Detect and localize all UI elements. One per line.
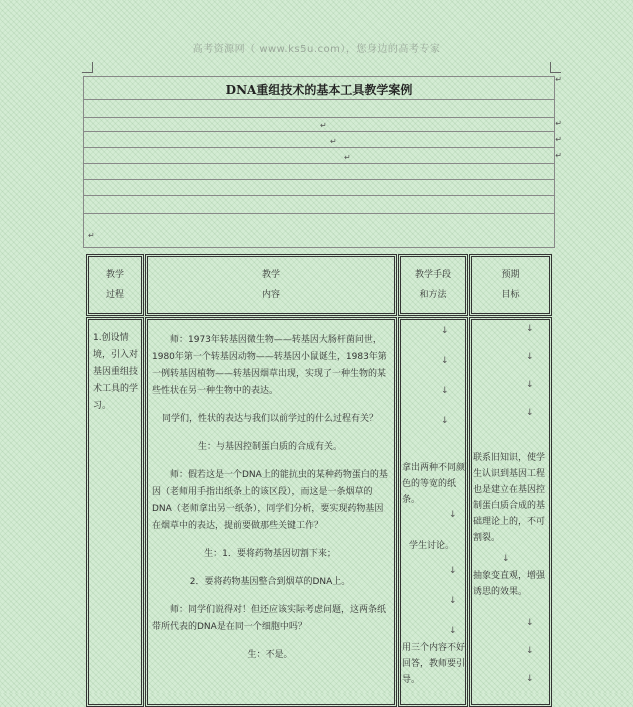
margin-corner-mark [82,62,93,73]
paragraph-mark-icon: ↵ [555,119,562,128]
header-label: 教学手段 [414,270,451,280]
header-cell-process[interactable] [86,254,144,316]
content-cell[interactable] [145,317,397,707]
paragraph-mark-icon: ↓ [449,596,457,606]
paragraph-mark-icon: ↓ [449,626,457,636]
methods-cell[interactable] [398,317,468,707]
paragraph-mark-icon: ↓ [526,674,534,684]
header-label: 教学 [105,270,124,280]
content-paragraph: 师：同学们说得对！但还应该实际考虑问题，这两条纸带所代表的DNA是在同一个细胞中吗？ [152,605,387,632]
paragraph-mark-icon: ↓ [526,352,534,362]
paragraph-mark-icon: ↓ [526,646,534,656]
paragraph-mark-icon: ↵ [330,137,337,146]
paragraph-mark-icon: ↓ [449,510,457,520]
content-paragraph: 师：假若这是一个DNA上的能抗虫的某种药物蛋白的基因（老师用手指出纸条上的该区段），而这是一条烟草的DNA（老师拿出另一纸条），同学们分析，要实现药物基因在烟草中的表达，提前要做那些关键工作？ [152,470,388,531]
header-cell-goals[interactable] [469,254,552,316]
text-line [84,213,554,214]
method-text: 用三个内容不好回答，教师要引导。 [402,643,466,685]
page-header: 高考资源网（ www.ks5u.com），您身边的高考专家 [192,44,441,55]
paragraph-mark-icon: ↓ [526,408,534,418]
paragraph-mark-icon: ↵ [88,231,95,240]
goals-cell[interactable] [469,317,552,707]
header-cell-content[interactable] [145,254,397,316]
content-paragraph: 生：与基因控制蛋白质的合成有关。 [197,442,342,452]
paragraph-mark-icon: ↵ [555,75,562,84]
header-label: 目标 [501,290,520,300]
header-label: 和方法 [419,290,447,300]
paragraph-mark-icon: ↓ [441,386,449,396]
content-paragraph: 师：1973年转基因微生物——转基因大肠杆菌问世，1980年第一个转基因动物——转基因小鼠诞生，1983年第一例转基因植物——转基因烟草出现，实现了一种生物的某些性状在另一种生物中的表达。 [152,335,387,396]
process-text: 1.创设情境，引入对基因重组技术工具的学习。 [93,333,139,411]
text-line [84,179,554,180]
text-line [84,131,554,132]
text-line [84,147,554,148]
paragraph-mark-icon: ↓ [526,380,534,390]
header-cell-methods[interactable] [398,254,468,316]
process-cell[interactable] [86,317,144,707]
content-paragraph: 生：1．要将药物基因切割下来； [204,549,336,559]
header-label: 预期 [501,270,520,280]
paragraph-mark-icon: ↓ [441,326,449,336]
paragraph-mark-icon: ↓ [502,554,510,564]
title-block [83,75,562,248]
paragraph-mark-icon: ↓ [441,356,449,366]
text-line [84,195,554,196]
content-paragraph: 生：不是。 [247,650,293,660]
header-label: 教学 [261,270,280,280]
content-paragraph: 同学们，性状的表达与我们以前学过的什么过程有关？ [161,414,378,424]
text-line [84,117,554,118]
content-paragraph: 2．要将药物基因整合到烟草的DNA上。 [189,577,351,587]
header-label: 内容 [261,290,280,300]
margin-corner-mark [550,62,561,73]
paragraph-mark-icon: ↵ [555,151,562,160]
document-title[interactable]: DNA重组技术的基本工具教学案例 [225,83,413,97]
paragraph-mark-icon: ↓ [526,324,534,334]
paragraph-mark-icon: ↓ [526,618,534,628]
paragraph-mark-icon: ↵ [344,153,351,162]
method-text: 拿出两种不同颜色的等宽的纸条。 [402,463,466,505]
header-label: 过程 [105,290,124,300]
text-line [84,99,554,100]
paragraph-mark-icon: ↓ [441,416,449,426]
text-line [84,163,554,164]
goal-text: 抽象变直观，增强诱思的效果。 [473,571,546,597]
goal-text: 联系旧知识，使学生认识到基因工程也是建立在基因控制蛋白质合成的基础理论上的，不可割裂。 [473,453,546,543]
paragraph-mark-icon: ↓ [449,566,457,576]
paragraph-mark-icon: ↵ [320,121,327,130]
method-text: 学生讨论。 [409,541,455,551]
paragraph-mark-icon: ↵ [555,135,562,144]
